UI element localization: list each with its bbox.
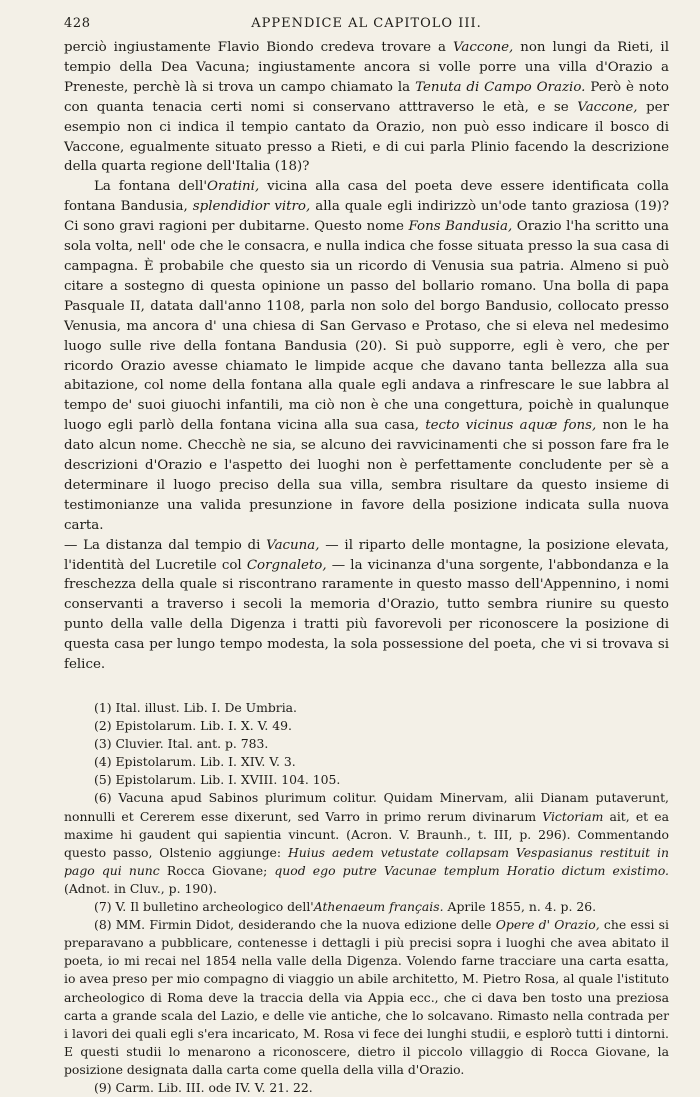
footnote-1: (1) Ital. illust. Lib. I. De Umbria. <box>94 700 297 715</box>
footnote-3: (3) Cluvier. Ital. ant. p. 783. <box>94 736 269 752</box>
running-title: APPENDICE AL CAPITOLO III. <box>251 16 482 31</box>
footnote-6: (6) Vacuna apud Sabinos plurimum colitur. Quidam Minervam, alii Dianam putaverunt, nonnulli et Cererem esse dixerunt, sed Varro in primo rerum divinarum Victoriam ait, et ea maxime hi gaudent qui sapientia vincunt. (Acron. V. Braunh., t. III, p. 296). Commentando questo passo, Olstenio aggiunge: Huius aedem vetustate collapsam Vespasianus restituit in pago qui nunc Rocca Giovane; quod ego putre Vacunae templum Horatio dictum existimo. (Adnot. in Cluv., p. 190). <box>64 790 669 896</box>
footnotes <box>64 699 669 1097</box>
page-number: 428 <box>64 16 91 31</box>
footnote-4: (4) Epistolarum. Lib. I. XIV. V. 3. <box>94 754 296 770</box>
main-text <box>64 38 669 675</box>
paragraph-1: perciò ingiustamente Flavio Biondo credeva trovare a Vaccone, non lungi da Rieti, il tempio della Dea Vacuna; ingiustamente ancora si volle porre una villa d'Orazio a Preneste, perchè là si trova un campo chiamato la Tenuta di Campo Orazio. Però è noto con quanta tenacia certi nomi si conservano atttraverso le età, e se Vaccone, per esempio non ci indica il tempio cantato da Orazio, non può esso indicare il bosco di Vaccone, egualmente situato presso a Rieti, e di cui parla Plinio facendo la descrizione della quarta regione dell'Italia (18)? <box>64 40 669 175</box>
paragraph-3: — La distanza dal tempio di Vacuna, — il riparto delle montagne, la posizione elevata, l'identità del Lucretile col Corgnaleto, — la vicinanza d'una sorgente, l'abbondanza e la freschezza della quale si riscontrano raramente in questo masso dell'Appennino, i nomi conservanti a traverso i secoli la memoria d'Orazio, tutto sembra riunire su questo punto della valle della Digenza i tratti più favorevoli per riconoscere la posizione di questa casa per lungo tempo modesta, la sola possessione del poeta, che vi si trovava si felice. <box>64 537 669 673</box>
footnote-9: (9) Carm. Lib. III. ode IV. V. 21. 22. <box>94 1079 313 1095</box>
paragraph-2: La fontana dell'Oratini, vicina alla casa del poeta deve essere identificata colla fontana Bandusia, splendidior vitro, alla quale egli indirizzò un'ode tanto graziosa (19)? Ci sono gravi ragioni per dubitarne. Questo nome Fons Bandusia, Orazio l'ha scritto una sola volta, nell' ode che le consacra, e nulla indica che fosse situata presso la sua casa di campagna. È probabile che questo sia un ricordo di Venusia sua patria. Almeno si può citare a sostegno di questa opinione un passo del bollario romano. Una bolla di papa Pasquale II, datata dall'anno 1108, parla non solo del borgo Bandusio, collocato presso Venusia, ma ancora d' una chiesa di San Gervaso e Protaso, che si eleva nel medesimo luogo sulle rive della fontana Bandusia (20). Si può supporre, egli è vero, che per ricordo Orazio avesse chiamato le limpide acque che davano tanta bellezza alla sua abitazione, col nome della fontana alla quale egli andava a rinfrescare le sue labbra al tempo de' suoi giuochi infantili, ma ciò non è che una congettura, poichè in qualunque luogo egli parlò della fontana vicina alla sua casa, tecto vicinus aquæ fons, non le ha dato alcun nome. Checchè ne sia, se alcuno dei ravvicinamenti che si posson fare fra le descrizioni d'Orazio e l'aspetto dei luoghi non è perfettamente concludente per sè a determinare il luogo preciso della sua villa, sembra risultare da questo insieme di testimonianze una valida presunzione in favore della posizione indicata sulla nuova carta. <box>64 179 670 533</box>
page-header <box>64 14 669 38</box>
footnote-5: (5) Epistolarum. Lib. I. XVIII. 104. 105. <box>94 772 341 788</box>
footnote-8: (8) MM. Firmin Didot, desiderando che la nuova edizione delle Opere d' Orazio, che essi si preparavano a pubblicare, contenesse i dettagli i più precisi sopra i luoghi che avea abitato il poeta, io mi recai nel 1854 nella valle della Digenza. Volendo farne tracciare una carta esatta, io avea preso per mio compagno di viaggio un abile architetto, M. Pietro Rosa, al quale l'istituto archeologico di Roma deve la traccia della via Appia ecc., che ci dava ben tosto una preziosa carta a grande scala del Lazio, e delle vie antiche, che lo solcavano. Rimasto nella contrada per i lavori dei quali egli s'era incaricato, M. Rosa vi fece dei lunghi studii, e esplorò tutti i dintorni. E questi studii lo menarono a riconoscere, dietro il piccolo villaggio di Rocca Giovane, la posizione designata dalla carta come quella della villa d'Orazio. <box>64 917 669 1077</box>
footnote-2: (2) Epistolarum. Lib. I. X. V. 49. <box>94 718 292 734</box>
book-page <box>64 14 669 1097</box>
footnote-7: (7) V. Il bulletino archeologico dell'Athenaeum français. Aprile 1855, n. 4. p. 26. <box>94 899 597 915</box>
